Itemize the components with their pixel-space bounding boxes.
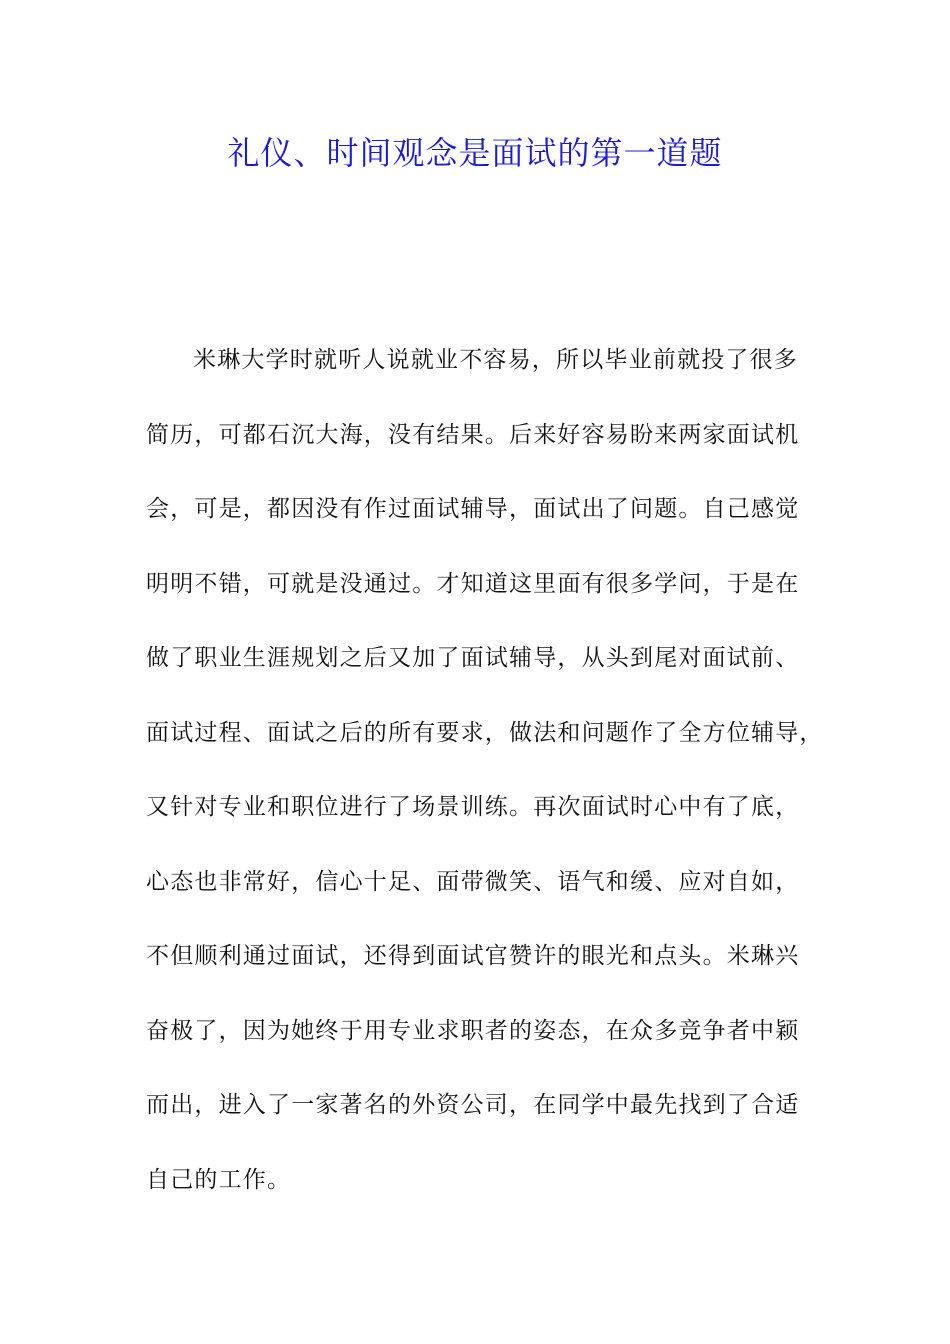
paragraph-line: 心态也非常好，信心十足、面带微笑、语气和缓、应对自如，	[146, 868, 800, 895]
paragraph-line: 而出，进入了一家著名的外资公司，在同学中最先找到了合适	[146, 1092, 800, 1118]
paragraph-line: 面试过程、面试之后的所有要求，做法和问题作了全方位辅导，	[146, 719, 824, 746]
paragraph-line: 又针对专业和职位进行了场景训练。再次面试时心中有了底，	[146, 794, 800, 820]
paragraph-line: 会，可是，都因没有作过面试辅导，面试出了问题。自己感觉	[146, 496, 800, 522]
paragraph-line: 奋极了，因为她终于用专业求职者的姿态，在众多竞争者中颖	[146, 1017, 800, 1044]
paragraph-line: 自己的工作。	[146, 1166, 292, 1193]
paragraph-line: 明明不错，可就是没通过。才知道这里面有很多学问，于是在	[146, 570, 800, 597]
paragraph-line: 不但顺利通过面试，还得到面试官赞许的眼光和点头。米琳兴	[146, 943, 800, 969]
document-title: 礼仪、时间观念是面试的第一道题	[227, 134, 723, 172]
paragraph-line: 简历，可都石沉大海，没有结果。后来好容易盼来两家面试机	[146, 421, 800, 448]
body-paragraph	[146, 340, 836, 1234]
paragraph-line: 做了职业生涯规划之后又加了面试辅导，从头到尾对面试前、	[146, 645, 800, 671]
paragraph-line: 米琳大学时就听人说就业不容易，所以毕业前就投了很多	[193, 347, 798, 373]
